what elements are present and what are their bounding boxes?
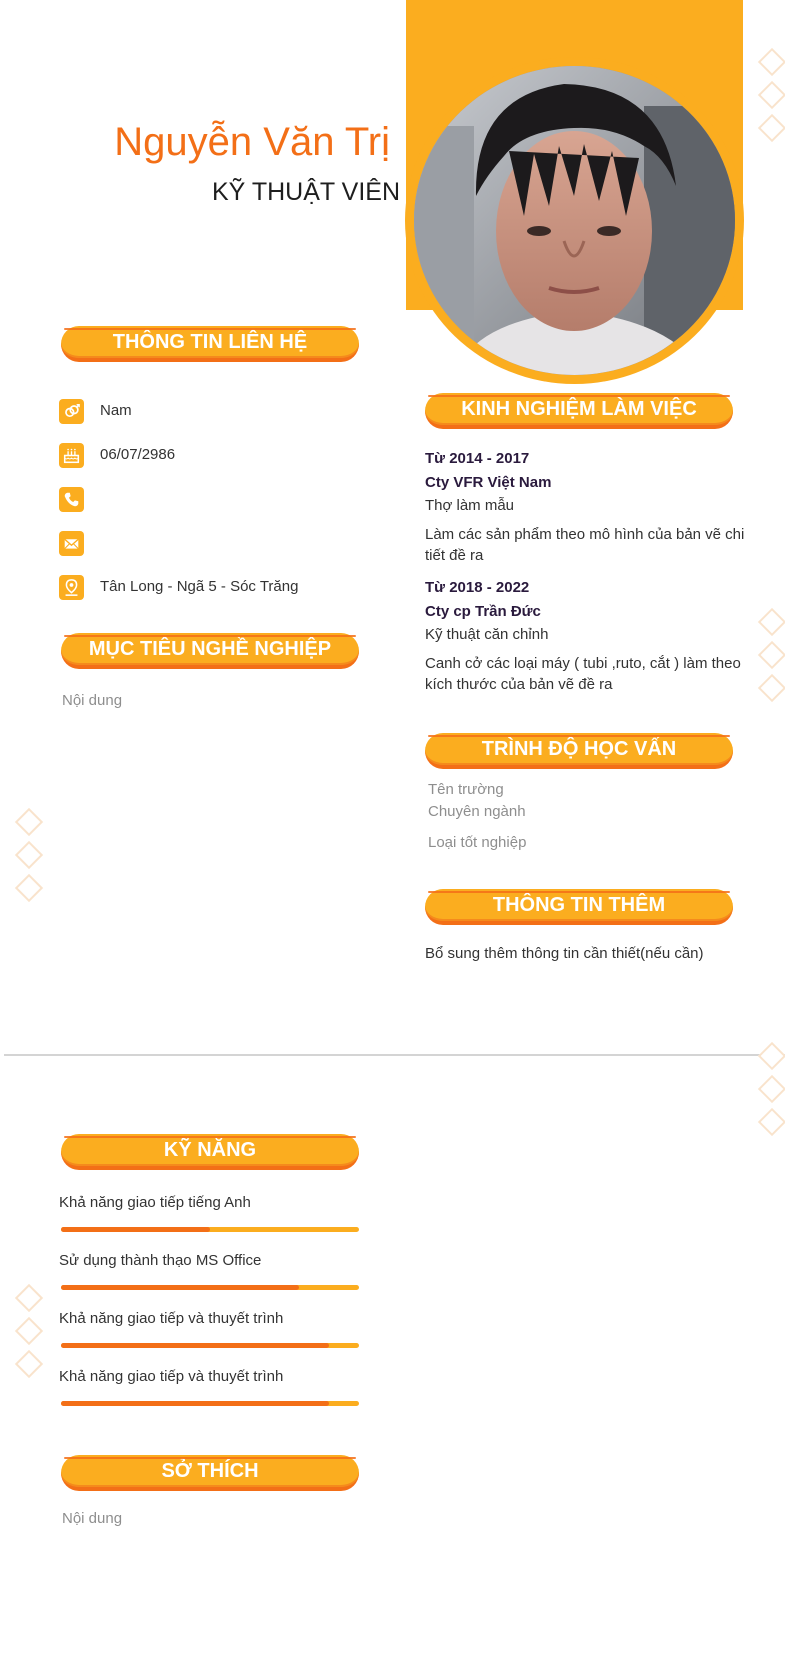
cake-icon: [59, 443, 84, 468]
job-2-period: Từ 2018 - 2022: [425, 579, 530, 596]
phone-icon: [59, 487, 84, 512]
skill-3-name: Khả năng giao tiếp và thuyết trình: [59, 1310, 284, 1327]
mail-icon: [59, 531, 84, 556]
experience-heading: KINH NGHIỆM LÀM VIỆC: [425, 393, 733, 429]
skill-4-fill: [61, 1401, 329, 1406]
skill-4-bar: [61, 1401, 359, 1406]
skill-4-name: Khả năng giao tiếp và thuyết trình: [59, 1368, 284, 1385]
gender-icon: [59, 399, 84, 424]
decor-diamonds: [14, 800, 44, 911]
job-1-company: Cty VFR Việt Nam: [425, 474, 552, 491]
hobbies-content: Nội dung: [62, 1510, 123, 1527]
skill-2-fill: [61, 1285, 299, 1290]
decor-diamonds: [757, 600, 785, 711]
education-major: Chuyên ngành: [428, 803, 526, 820]
skill-1-bar: [61, 1227, 359, 1232]
hobbies-heading: SỞ THÍCH: [61, 1455, 359, 1491]
gender-value: Nam: [100, 402, 132, 419]
objective-content: Nội dung: [62, 692, 123, 709]
contact-heading: THÔNG TIN LIÊN HỆ: [61, 326, 359, 362]
skill-2-name: Sử dụng thành thạo MS Office: [59, 1252, 262, 1269]
skills-heading: KỸ NĂNG: [61, 1134, 359, 1170]
profile-photo-frame: [405, 57, 744, 384]
candidate-name: Nguyễn Văn Trị: [114, 120, 390, 164]
decor-diamonds: [757, 40, 785, 151]
extra-info-heading: THÔNG TIN THÊM: [425, 889, 733, 925]
birthday-value: 06/07/2986: [100, 446, 176, 463]
skill-3-fill: [61, 1343, 329, 1348]
job-1-period: Từ 2014 - 2017: [425, 450, 530, 467]
address-value: Tân Long - Ngã 5 - Sóc Trăng: [100, 578, 299, 595]
cv-page-2: [4, 1058, 785, 1672]
skill-1-fill: [61, 1227, 210, 1232]
job-1-position: Thợ làm mẫu: [425, 497, 515, 514]
objective-heading: MỤC TIÊU NGHỀ NGHIỆP: [61, 633, 359, 669]
job-2-company: Cty cp Trần Đức: [425, 603, 541, 620]
education-grade: Loại tốt nghiệp: [428, 834, 527, 851]
skill-1-name: Khả năng giao tiếp tiếng Anh: [59, 1194, 251, 1211]
skill-2-bar: [61, 1285, 359, 1290]
location-pin-icon: [59, 575, 84, 600]
avatar-illustration: [414, 66, 735, 375]
skill-3-bar: [61, 1343, 359, 1348]
job-2-position: Kỹ thuật căn chỉnh: [425, 626, 549, 643]
job-1-description: Làm các sản phẩm theo mô hình của bản vẽ chi tiết đề ra: [425, 526, 745, 564]
education-heading: TRÌNH ĐỘ HỌC VẤN: [425, 733, 733, 769]
decor-diamonds: [757, 1034, 785, 1145]
decor-diamonds: [14, 1276, 44, 1387]
candidate-title: KỸ THUẬT VIÊN: [211, 178, 400, 206]
education-school: Tên trường: [428, 781, 504, 798]
job-2-description: Canh cở các loại máy ( tubi ,ruto, cắt ) làm theo kích thước của bản vẽ đề ra: [425, 655, 741, 693]
cv-page-1: [4, 0, 785, 1056]
extra-info-content: Bổ sung thêm thông tin cần thiết(nếu cần): [425, 945, 704, 962]
avatar: [414, 66, 735, 375]
